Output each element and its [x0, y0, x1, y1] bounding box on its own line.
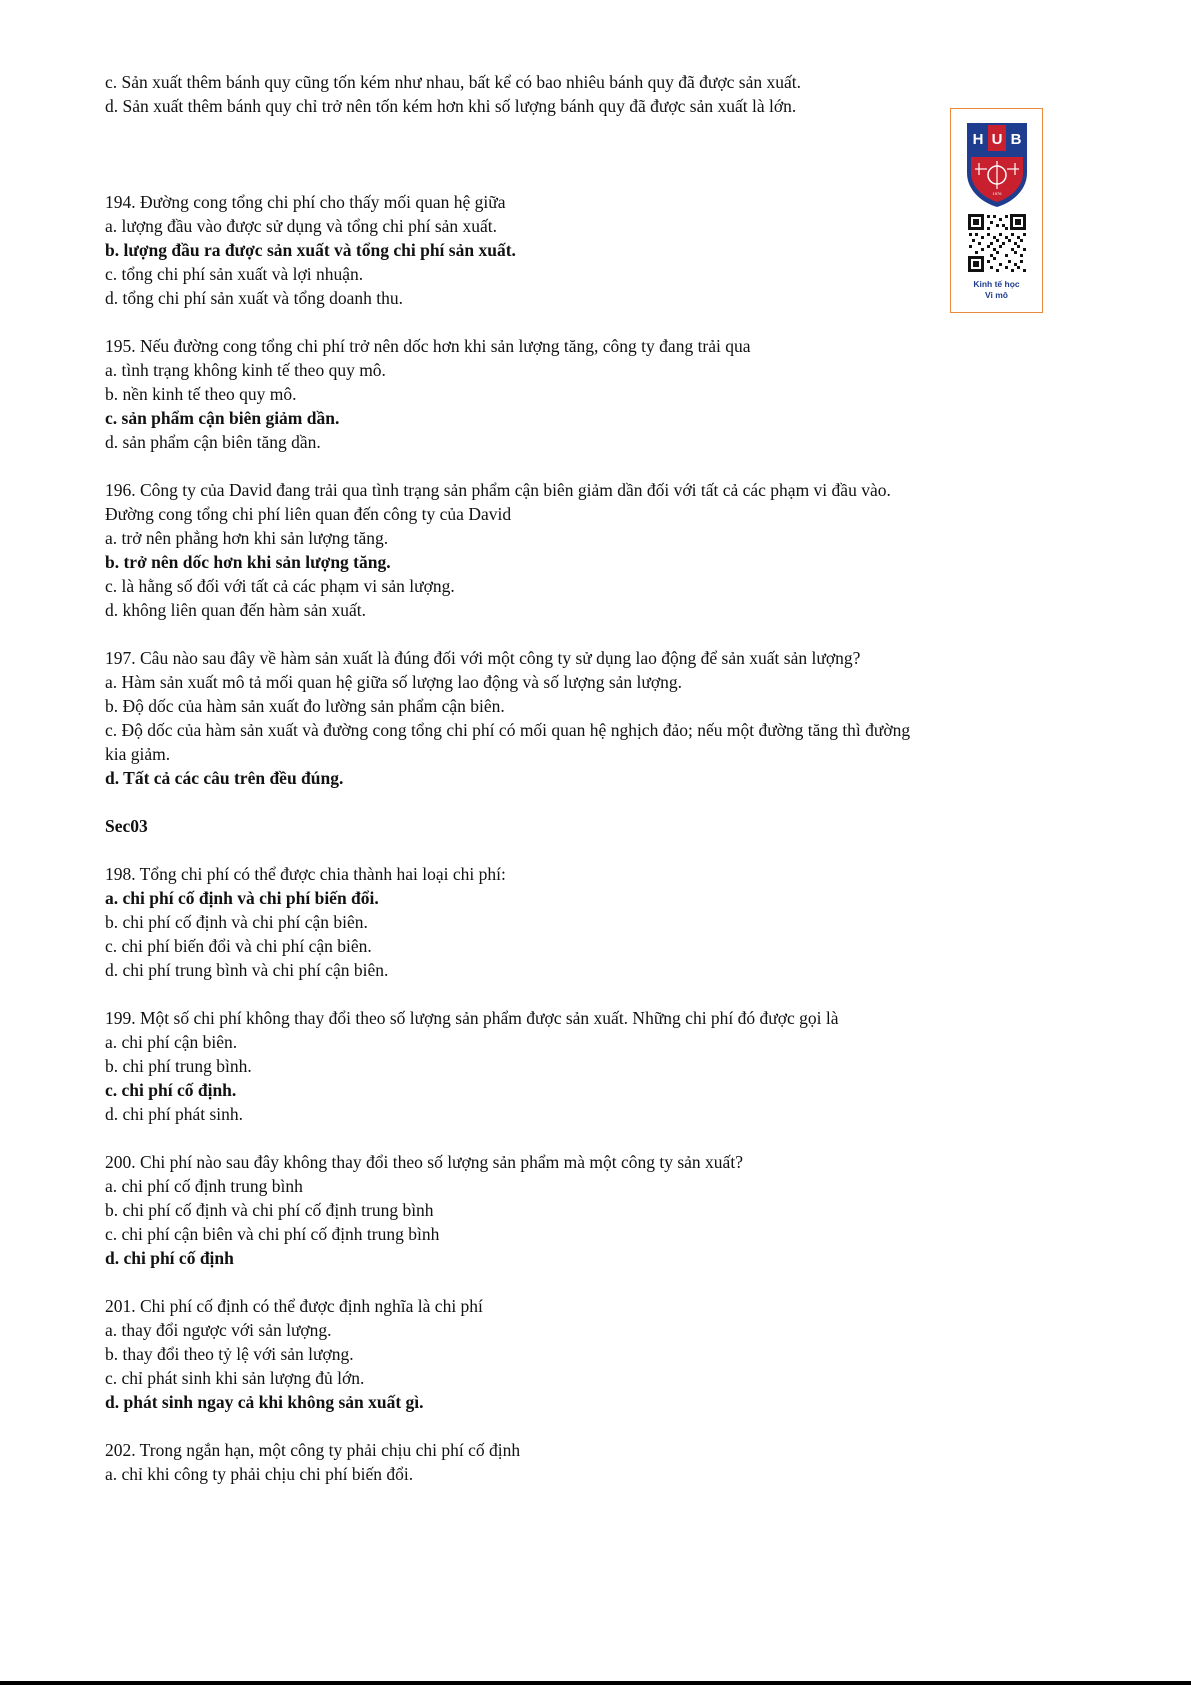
logo-caption-line1: Kinh tế học	[973, 279, 1020, 289]
option-b: b. thay đổi theo tỷ lệ với sản lượng.	[105, 1344, 354, 1364]
question-text-line1: 196. Công ty của David đang trải qua tình trạng sản phẩm cận biên giảm dần đối với tất cả các phạm vi đầu vào.	[105, 480, 891, 500]
option-a: a. Hàm sản xuất mô tả mối quan hệ giữa số lượng lao động và số lượng sản lượng.	[105, 672, 683, 692]
option-d-answer: d. phát sinh ngay cả khi không sản xuất gì.	[105, 1392, 424, 1412]
intro-option-d: d. Sản xuất thêm bánh quy chỉ trở nên tốn kém hơn khi số lượng bánh quy đã được sản xuất là lớn.	[105, 96, 797, 116]
option-c: c. chi phí biến đổi và chi phí cận biên.	[105, 936, 372, 956]
logo-caption	[951, 279, 1042, 301]
hub-shield-logo-icon	[965, 121, 1029, 209]
option-d-answer: d. chi phí cố định	[105, 1248, 234, 1268]
option-d: d. tổng chi phí sản xuất và tổng doanh thu.	[105, 288, 403, 308]
question-text: 195. Nếu đường cong tổng chi phí trở nên dốc hơn khi sản lượng tăng, công ty đang trải qua	[105, 336, 751, 356]
svg-text:1976: 1976	[992, 191, 1002, 196]
option-b: b. chi phí trung bình.	[105, 1056, 252, 1076]
option-c-line1: c. Độ dốc của hàm sản xuất và đường cong tổng chi phí có mối quan hệ nghịch đảo; nếu một đường tăng thì đường	[105, 720, 911, 740]
option-d: d. chi phí phát sinh.	[105, 1104, 244, 1124]
option-d: d. chi phí trung bình và chi phí cận biên.	[105, 960, 389, 980]
option-a: a. trở nên phẳng hơn khi sản lượng tăng.	[105, 528, 389, 548]
option-a: a. tình trạng không kinh tế theo quy mô.	[105, 360, 386, 380]
option-b-answer: b. trở nên dốc hơn khi sản lượng tăng.	[105, 552, 391, 572]
shield-letter-h: H	[972, 131, 984, 148]
option-c: c. chi phí cận biên và chi phí cố định trung bình	[105, 1224, 440, 1244]
question-200	[105, 1150, 1125, 1270]
option-b: b. nền kinh tế theo quy mô.	[105, 384, 297, 404]
option-c: c. tổng chi phí sản xuất và lợi nhuận.	[105, 264, 364, 284]
shield-letter-b: B	[1010, 131, 1022, 148]
shield-letter-u: U	[991, 131, 1003, 148]
option-d: d. không liên quan đến hàm sản xuất.	[105, 600, 366, 620]
option-a-answer: a. chi phí cố định và chi phí biến đổi.	[105, 888, 379, 908]
question-text: 199. Một số chi phí không thay đổi theo số lượng sản phẩm được sản xuất. Những chi phí đó được gọi là	[105, 1008, 839, 1028]
option-b: b. Độ dốc của hàm sản xuất đo lường sản phẩm cận biên.	[105, 696, 505, 716]
question-text: 198. Tổng chi phí có thể được chia thành hai loại chi phí:	[105, 864, 506, 884]
option-c-line2: kia giảm.	[105, 744, 171, 764]
option-a: a. thay đổi ngược với sản lượng.	[105, 1320, 332, 1340]
question-text-line2: Đường cong tổng chi phí liên quan đến công ty của David	[105, 504, 512, 524]
option-b-answer: b. lượng đầu ra được sản xuất và tổng chi phí sản xuất.	[105, 240, 516, 260]
section-heading: Sec03	[105, 816, 148, 836]
option-a: a. chỉ khi công ty phải chịu chi phí biến đổi.	[105, 1464, 414, 1484]
question-201	[105, 1294, 1125, 1414]
question-text: 194. Đường cong tổng chi phí cho thấy mối quan hệ giữa	[105, 192, 506, 212]
option-b: b. chi phí cố định và chi phí cố định trung bình	[105, 1200, 434, 1220]
question-199	[105, 1006, 1125, 1126]
option-c-answer: c. sản phẩm cận biên giảm dần.	[105, 408, 340, 428]
option-a: a. chi phí cố định trung bình	[105, 1176, 303, 1196]
logo-caption-line2: Vi mô	[985, 290, 1008, 300]
option-c: c. chỉ phát sinh khi sản lượng đủ lớn.	[105, 1368, 365, 1388]
option-a: a. chi phí cận biên.	[105, 1032, 238, 1052]
question-text: 202. Trong ngắn hạn, một công ty phải chịu chi phí cố định	[105, 1440, 521, 1460]
question-text: 201. Chi phí cố định có thể được định nghĩa là chi phí	[105, 1296, 483, 1316]
question-195	[105, 334, 1125, 454]
question-197	[105, 646, 1125, 790]
question-198	[105, 862, 1125, 982]
option-b: b. chi phí cố định và chi phí cận biên.	[105, 912, 368, 932]
intro-option-c: c. Sản xuất thêm bánh quy cũng tốn kém như nhau, bất kể có bao nhiêu bánh quy đã được sản xuất.	[105, 72, 801, 92]
question-text: 200. Chi phí nào sau đây không thay đổi theo số lượng sản phẩm mà một công ty sản xuất?	[105, 1152, 743, 1172]
question-196	[105, 478, 1125, 622]
question-202	[105, 1438, 1125, 1486]
option-a: a. lượng đầu vào được sử dụng và tổng chi phí sản xuất.	[105, 216, 498, 236]
option-d-answer: d. Tất cả các câu trên đều đúng.	[105, 768, 344, 788]
option-d: d. sản phẩm cận biên tăng dần.	[105, 432, 321, 452]
qr-code-icon	[967, 213, 1027, 273]
option-c: c. là hằng số đối với tất cả các phạm vi sản lượng.	[105, 576, 455, 596]
hub-logo-badge	[950, 108, 1043, 313]
option-c-answer: c. chi phí cố định.	[105, 1080, 237, 1100]
bottom-rule	[0, 1681, 1191, 1685]
question-text: 197. Câu nào sau đây về hàm sản xuất là đúng đối với một công ty sử dụng lao động để sản xuất sản lượng?	[105, 648, 861, 668]
